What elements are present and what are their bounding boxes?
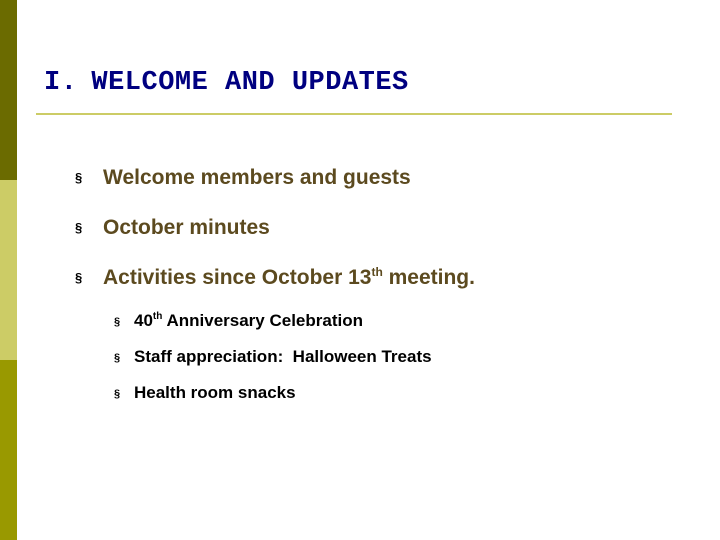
slide-title — [44, 68, 409, 98]
left-band-middle — [0, 180, 17, 360]
sub-bullet-item — [114, 311, 432, 347]
bullet-item — [75, 166, 475, 216]
bullet-text: Welcome members and guests — [103, 166, 411, 189]
bullet-list — [75, 166, 475, 316]
bullet-item — [75, 266, 475, 316]
sub-bullet-list — [114, 311, 432, 419]
square-bullet-icon: § — [114, 316, 121, 328]
title-number: I. — [44, 68, 78, 98]
square-bullet-icon: § — [114, 352, 121, 364]
sub-bullet-item — [114, 347, 432, 383]
superscript: th — [371, 265, 383, 279]
square-bullet-icon: § — [75, 170, 83, 185]
title-divider — [36, 113, 672, 115]
sub-bullet-text: Staff appreciation: Halloween Treats — [134, 347, 432, 366]
title-text: WELCOME AND UPDATES — [91, 68, 409, 98]
left-band-top — [0, 0, 17, 180]
sub-bullet-item — [114, 383, 432, 419]
square-bullet-icon: § — [75, 220, 83, 235]
superscript: th — [152, 311, 163, 322]
bullet-text: October minutes — [103, 216, 270, 239]
bullet-text-main: Activities since October 13 — [103, 266, 372, 289]
bullet-item — [75, 216, 475, 266]
sub-bullet-text-end: Anniversary Celebration — [162, 311, 363, 330]
left-band-bottom — [0, 360, 17, 540]
square-bullet-icon: § — [114, 388, 121, 400]
sub-bullet-text — [134, 311, 363, 331]
bullet-text-end: meeting. — [382, 266, 475, 289]
sub-bullet-text: Health room snacks — [134, 383, 296, 402]
bullet-text — [103, 266, 475, 290]
sub-bullet-text-start: 40 — [134, 311, 153, 330]
square-bullet-icon: § — [75, 270, 83, 285]
